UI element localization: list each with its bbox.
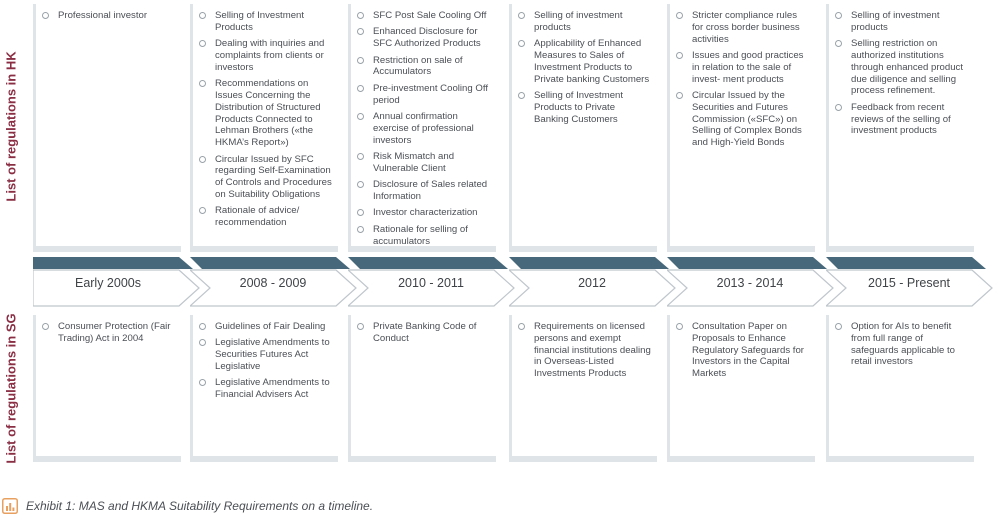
list-item-text: Professional investor <box>58 10 148 21</box>
list-item <box>199 10 332 34</box>
bullet-circle-icon <box>676 12 683 19</box>
figure-caption <box>2 497 373 515</box>
list-item <box>676 50 809 85</box>
period-label: 2015 - Present <box>868 276 950 290</box>
list-item-text: Selling of Investment Products to Private Banking Customers <box>534 89 624 125</box>
list-item <box>676 10 809 45</box>
list-item <box>518 321 651 380</box>
hk-list <box>676 10 809 149</box>
timeline-segment <box>509 257 677 307</box>
hk-side-label <box>0 5 22 248</box>
bullet-circle-icon <box>199 379 206 386</box>
period-label: Early 2000s <box>74 276 141 290</box>
list-item-text: Issues and good practices in relation to the sale of invest- ment products <box>692 49 804 85</box>
bullet-circle-icon <box>357 209 364 216</box>
list-item <box>835 38 968 97</box>
list-item-text: Circular Issued by SFC regarding Self-Examination of Controls and Procedures on Suitability Obligations <box>215 153 332 200</box>
bullet-circle-icon <box>676 92 683 99</box>
bullet-circle-icon <box>199 323 206 330</box>
list-item-text: Circular Issued by the Securities and Futures Commission («SFC») on Selling of Complex Bonds and High-Yield Bonds <box>692 89 802 149</box>
hk-column-6 <box>826 4 974 252</box>
period-label: 2008 - 2009 <box>239 276 307 290</box>
bullet-circle-icon <box>518 12 525 19</box>
bullet-circle-icon <box>357 113 364 120</box>
list-item <box>835 321 968 368</box>
bullet-circle-icon <box>357 85 364 92</box>
bullet-circle-icon <box>676 323 683 330</box>
list-item <box>357 179 490 203</box>
list-item <box>518 10 651 34</box>
sg-side-label <box>0 312 22 465</box>
list-item <box>357 111 490 146</box>
list-item-text: Disclosure of Sales related Information <box>373 179 488 202</box>
period-label: 2012 <box>578 276 606 290</box>
list-item-text: Rationale of advice/ recommendation <box>215 205 300 229</box>
hk-column-4 <box>509 4 657 252</box>
list-item <box>357 321 490 345</box>
hk-column-5 <box>667 4 815 252</box>
bullet-circle-icon <box>518 92 525 99</box>
list-item <box>357 207 490 219</box>
timeline-segment <box>190 257 358 307</box>
list-item <box>357 26 490 50</box>
list-item-text: Selling of Investment Products <box>215 10 305 33</box>
sg-list <box>357 321 490 345</box>
list-item <box>835 102 968 137</box>
list-item-text: Feedback from recent reviews of the selling of investment products <box>851 101 951 137</box>
bullet-circle-icon <box>357 153 364 160</box>
bullet-circle-icon <box>357 57 364 64</box>
sg-column-2 <box>190 315 338 462</box>
hk-list <box>199 10 332 229</box>
list-item <box>199 377 332 401</box>
list-item-text: Legislative Amendments to Financial Advisers Act <box>215 377 330 401</box>
bullet-circle-icon <box>835 40 842 47</box>
bullet-circle-icon <box>518 323 525 330</box>
list-item <box>518 90 651 125</box>
timeline-segment <box>826 257 994 307</box>
chevron-top-bar <box>509 257 669 269</box>
bullet-circle-icon <box>42 323 49 330</box>
sg-column-6 <box>826 315 974 462</box>
sg-column-1 <box>33 315 181 462</box>
bullet-circle-icon <box>199 12 206 19</box>
list-item-text: Selling of investment products <box>851 10 940 33</box>
bullet-circle-icon <box>199 339 206 346</box>
list-item-text: Selling restriction on authorized institutions through enhanced product due diligence and selling process refinement. <box>851 38 964 97</box>
bullet-circle-icon <box>835 323 842 330</box>
sg-list <box>199 321 332 401</box>
bullet-circle-icon <box>199 40 206 47</box>
bullet-circle-icon <box>518 40 525 47</box>
timeline-segment <box>667 257 835 307</box>
list-item <box>199 337 332 372</box>
list-item-text: Legislative Amendments to Securities Futures Act Legislative <box>215 337 330 372</box>
bullet-circle-icon <box>357 323 364 330</box>
list-item <box>357 55 490 79</box>
bullet-circle-icon <box>42 12 49 19</box>
list-item <box>42 321 175 345</box>
chevron-top-bar <box>826 257 986 269</box>
list-item-text: Requirements on licensed persons and exempt financial institutions dealing in Overseas-Listed Investments Products <box>534 321 651 380</box>
hk-list <box>42 10 175 22</box>
period-label: 2010 - 2011 <box>398 276 464 290</box>
bullet-circle-icon <box>835 12 842 19</box>
list-item-text: Selling of investment products <box>534 10 623 33</box>
list-item-text: Guidelines of Fair Dealing <box>215 321 326 332</box>
list-item-text: Option for AIs to benefit from full range of safeguards applicable to retail investors <box>851 321 956 368</box>
chevron-top-bar <box>190 257 350 269</box>
list-item <box>199 38 332 73</box>
list-item <box>199 205 332 229</box>
bullet-circle-icon <box>357 181 364 188</box>
chevron-top-bar <box>348 257 508 269</box>
list-item-text: Recommendations on Issues Concerning the Distribution of Structured Products Connected to Lehman Brothers («the HKMA’s Report») <box>215 78 321 149</box>
hk-column-1 <box>33 4 181 252</box>
chevron-top-bar <box>667 257 827 269</box>
sg-list <box>518 321 651 380</box>
list-item <box>357 224 490 248</box>
hk-list <box>357 10 490 247</box>
hk-column-3 <box>348 4 496 252</box>
bullet-circle-icon <box>357 226 364 233</box>
sg-list <box>676 321 809 380</box>
bar-chart-icon <box>2 498 18 514</box>
list-item <box>199 154 332 201</box>
list-item <box>357 151 490 175</box>
timeline-segment <box>348 257 516 307</box>
list-item-text: Consultation Paper on Proposals to Enhance Regulatory Safeguards for Investors in the Capital Markets <box>692 321 804 380</box>
sg-column-5 <box>667 315 815 462</box>
sg-list <box>42 321 175 345</box>
bullet-circle-icon <box>835 104 842 111</box>
list-item-text: Annual confirmation exercise of professional investors <box>373 110 474 146</box>
sg-column-4 <box>509 315 657 462</box>
list-item-text: Private Banking Code of Conduct <box>373 321 477 344</box>
sg-column-3 <box>348 315 496 462</box>
sg-side-label-text: List of regulations in SG <box>3 313 19 464</box>
list-item <box>199 321 332 333</box>
period-label: 2013 - 2014 <box>716 276 784 290</box>
list-item <box>518 38 651 85</box>
sg-list <box>835 321 968 368</box>
list-item-text: Applicability of Enhanced Measures to Sales of Investment Products to Private banking Customers <box>534 38 650 85</box>
list-item-text: SFC Post Sale Cooling Off <box>373 10 487 21</box>
hk-list <box>835 10 968 137</box>
list-item-text: Consumer Protection (Fair Trading) Act in 2004 <box>58 321 171 344</box>
bullet-circle-icon <box>676 52 683 59</box>
hk-column-2 <box>190 4 338 252</box>
caption-text: Exhibit 1: MAS and HKMA Suitability Requirements on a timeline. <box>26 499 374 513</box>
list-item-text: Enhanced Disclosure for SFC Authorized Products <box>373 26 481 50</box>
hk-list <box>518 10 651 125</box>
timeline-segment <box>33 257 201 307</box>
list-item <box>676 90 809 149</box>
list-item <box>835 10 968 34</box>
chevron-top-bar <box>33 257 193 269</box>
list-item-text: Investor characterization <box>373 207 478 219</box>
bullet-circle-icon <box>357 12 364 19</box>
bullet-circle-icon <box>199 156 206 163</box>
list-item-text: Pre-investment Cooling Off period <box>373 82 488 106</box>
bullet-circle-icon <box>199 80 206 87</box>
bullet-circle-icon <box>199 207 206 214</box>
list-item <box>357 83 490 107</box>
list-item <box>676 321 809 380</box>
list-item <box>42 10 175 22</box>
list-item-text: Dealing with inquiries and complaints from clients or investors <box>215 38 325 73</box>
list-item <box>199 78 332 149</box>
bullet-circle-icon <box>357 28 364 35</box>
list-item <box>357 10 490 22</box>
list-item-text: Rationale for selling of accumulators <box>373 223 468 247</box>
list-item-text: Stricter compliance rules for cross border business activities <box>692 10 800 45</box>
list-item-text: Risk Mismatch and Vulnerable Client <box>373 150 455 174</box>
hk-side-label-text: List of regulations in HK <box>3 51 19 202</box>
list-item-text: Restriction on sale of Accumulators <box>373 54 463 78</box>
